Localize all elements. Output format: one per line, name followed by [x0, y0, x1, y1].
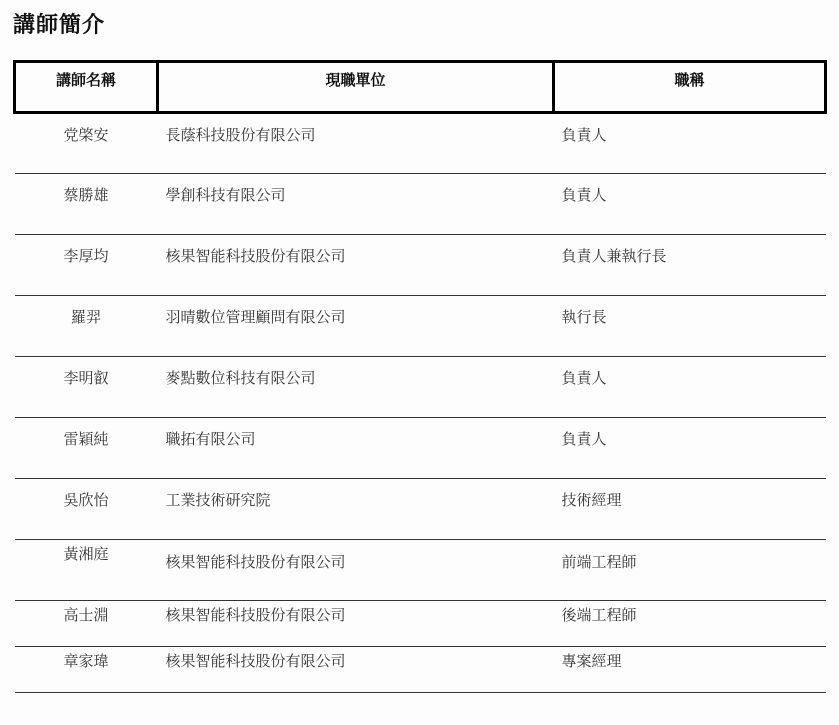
instructor-unit: 核果智能科技股份有限公司: [158, 540, 554, 601]
table-row: [15, 296, 826, 357]
instructor-unit: 核果智能科技股份有限公司: [158, 235, 554, 296]
instructor-title: 前端工程師: [554, 540, 826, 601]
instructor-title: 負責人: [554, 418, 826, 479]
instructor-title: 技術經理: [554, 479, 826, 540]
table-row: [15, 357, 826, 418]
instructor-unit: 學創科技有限公司: [158, 174, 554, 235]
page-title: 講師簡介: [13, 13, 106, 38]
table-row: [15, 540, 826, 601]
instructor-name: 雷穎純: [15, 418, 158, 479]
instructor-name: 章家瑋: [15, 647, 158, 693]
instructor-table: [13, 60, 827, 693]
instructor-title: 負責人兼執行長: [554, 235, 826, 296]
table-row: [15, 479, 826, 540]
instructor-title: 負責人: [554, 357, 826, 418]
instructor-title: 後端工程師: [554, 601, 826, 647]
instructor-unit: 核果智能科技股份有限公司: [158, 601, 554, 647]
table-row: [15, 174, 826, 235]
instructor-name: 李明叡: [15, 357, 158, 418]
table-row: [15, 647, 826, 693]
table-header: [15, 62, 826, 113]
header-instructor-name: 講師名稱: [15, 62, 158, 113]
table-body: [15, 113, 826, 693]
instructor-unit: 長蔭科技股份有限公司: [158, 113, 554, 174]
instructor-name: 李厚均: [15, 235, 158, 296]
table-row: [15, 235, 826, 296]
instructor-unit: 工業技術研究院: [158, 479, 554, 540]
instructor-title: 負責人: [554, 113, 826, 174]
instructor-unit: 核果智能科技股份有限公司: [158, 647, 554, 693]
instructor-name: 党棨安: [15, 113, 158, 174]
instructor-title: 專案經理: [554, 647, 826, 693]
instructor-name: 黃湘庭: [15, 540, 158, 601]
table-row: [15, 418, 826, 479]
instructor-name: 高士淵: [15, 601, 158, 647]
instructor-unit: 羽晴數位管理顧問有限公司: [158, 296, 554, 357]
instructor-title: 執行長: [554, 296, 826, 357]
instructor-unit: 職拓有限公司: [158, 418, 554, 479]
instructor-name: 吳欣怡: [15, 479, 158, 540]
instructor-unit: 麥點數位科技有限公司: [158, 357, 554, 418]
header-job-title: 職稱: [554, 62, 826, 113]
header-current-unit: 現職單位: [158, 62, 554, 113]
header-row: [15, 62, 826, 113]
table-row: [15, 113, 826, 174]
instructor-title: 負責人: [554, 174, 826, 235]
table-row: [15, 601, 826, 647]
instructor-name: 蔡勝雄: [15, 174, 158, 235]
instructor-name: 羅羿: [15, 296, 158, 357]
